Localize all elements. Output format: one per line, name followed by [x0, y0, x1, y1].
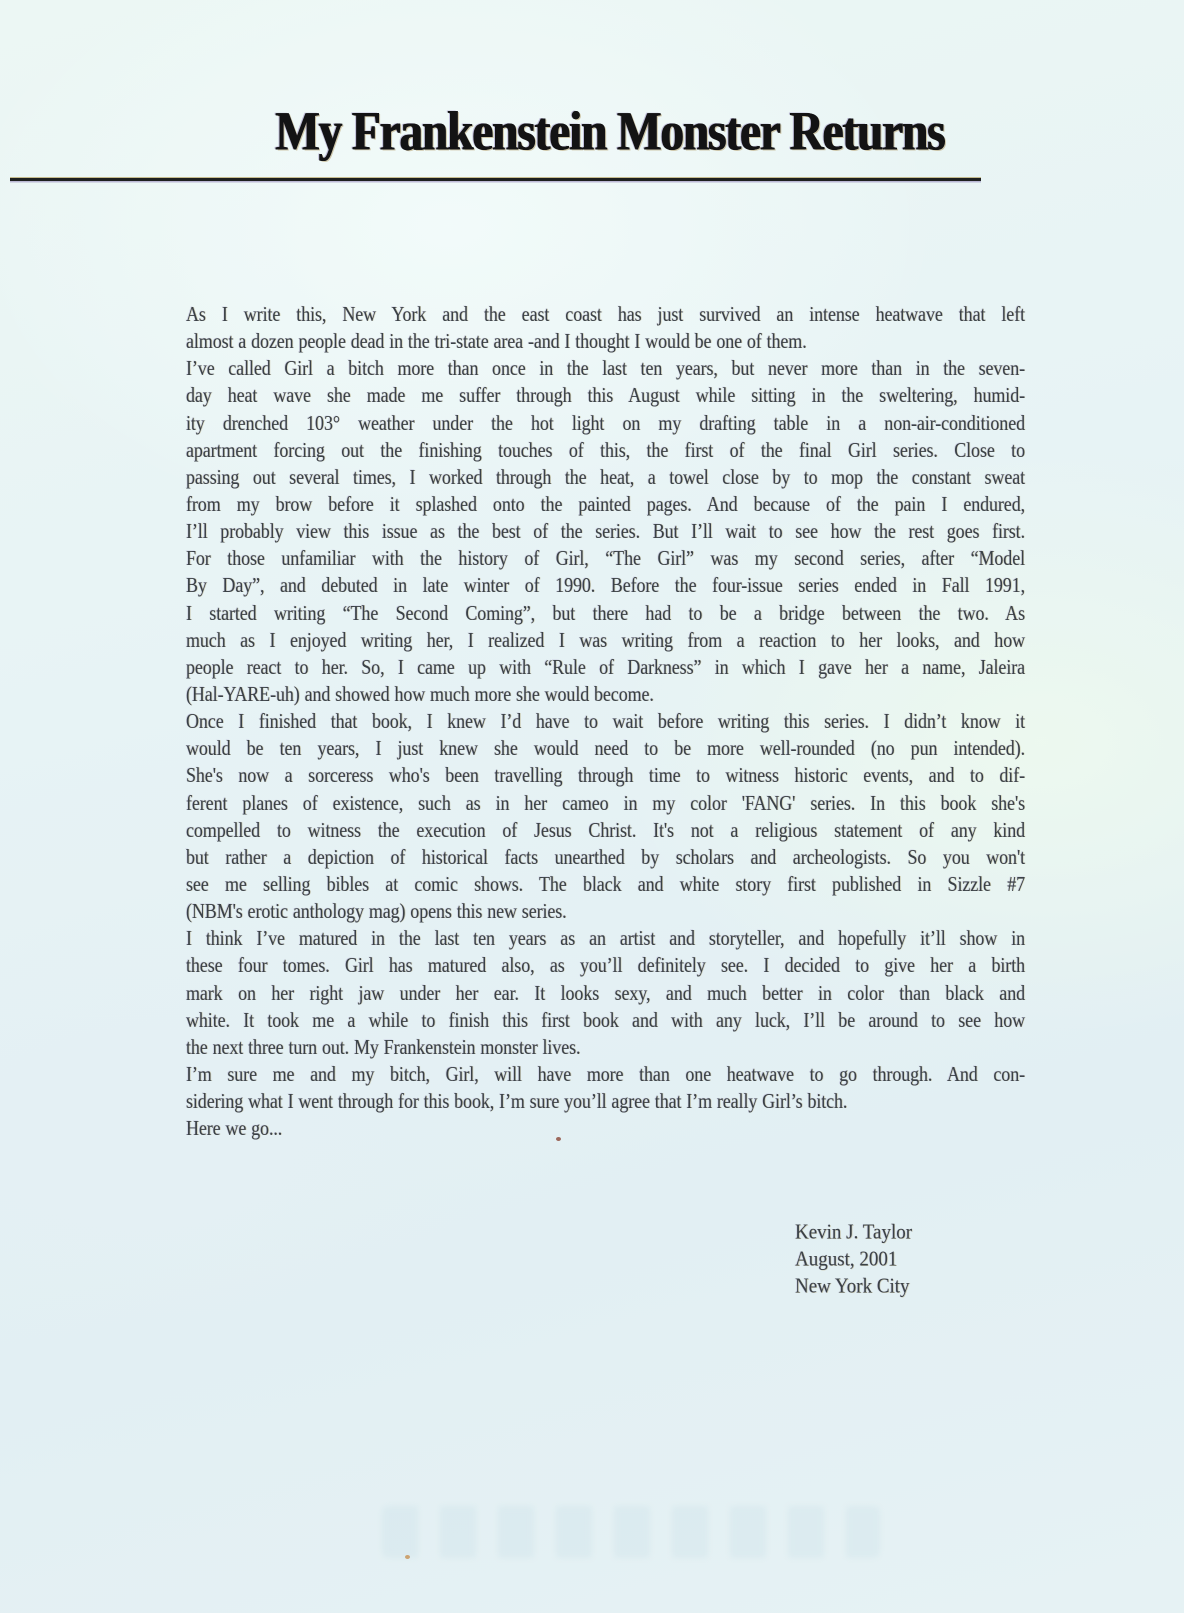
body-line: For those unfamiliar with the history of Girl, “The Girl” was my second series, after “Model [186, 546, 1025, 570]
signature-name: Kevin J. Taylor [795, 1220, 913, 1245]
ink-speck [405, 1555, 410, 1559]
body-line: but rather a depiction of historical facts unearthed by scholars and archeologists. So you won't [186, 845, 1025, 869]
body-line: Here we go... [186, 1116, 283, 1140]
body-line: I think I’ve matured in the last ten years as an artist and storyteller, and hopefully it’ll show in [186, 926, 1025, 950]
body-line: almost a dozen people dead in the tri-state area -and I thought I would be one of them. [186, 329, 807, 353]
signature-date: August, 2001 [795, 1247, 898, 1272]
body-line: from my brow before it splashed onto the painted pages. And because of the pain I endured, [186, 492, 1025, 516]
body-line: I’m sure me and my bitch, Girl, will have more than one heatwave to go through. And con- [186, 1062, 1025, 1086]
body-line: would be ten years, I just knew she would need to be more well-rounded (no pun intended). [186, 736, 1025, 760]
body-line: ferent planes of existence, such as in her cameo in my color 'FANG' series. In this book she's [186, 790, 1025, 814]
title-divider-rule [10, 178, 981, 181]
body-line: apartment forcing out the finishing touches of this, the first of the final Girl series. Close to [186, 438, 1025, 462]
body-line: much as I enjoyed writing her, I realized I was writing from a reaction to her looks, and how [186, 628, 1025, 652]
body-line: sidering what I went through for this book, I’m sure you’ll agree that I’m really Girl’s bitch. [186, 1089, 848, 1113]
body-line: passing out several times, I worked through the heat, a towel close by to mop the constant sweat [186, 465, 1025, 489]
body-line: see me selling bibles at comic shows. The black and white story first published in Sizzle #7 [186, 872, 1025, 896]
body-line: (Hal-YARE-uh) and showed how much more she would become. [186, 682, 654, 706]
body-line: I’ve called Girl a bitch more than once in the last ten years, but never more than in the seven- [186, 356, 1025, 380]
page-header [200, 101, 1020, 163]
signature-place: New York City [795, 1274, 910, 1299]
body-line: compelled to witness the execution of Jesus Christ. It's not a religious statement of any kind [186, 818, 1025, 842]
body-line: the next three turn out. My Frankenstein monster lives. [186, 1035, 581, 1059]
signature-block [795, 1219, 912, 1300]
body-line: She's now a sorceress who's been travelling through time to witness historic events, and to dif- [186, 763, 1025, 787]
body-line: mark on her right jaw under her ear. It looks sexy, and much better in color than black and [186, 980, 1025, 1004]
bleed-through-artifact [382, 1506, 880, 1558]
body-line: (NBM's erotic anthology mag) opens this new series. [186, 899, 567, 923]
body-line: I’ll probably view this issue as the best of the series. But I’ll wait to see how the rest goes first. [186, 519, 1025, 543]
ink-speck [556, 1137, 561, 1141]
body-line: Once I finished that book, I knew I’d have to wait before writing this series. I didn’t know it [186, 709, 1025, 733]
body-line: As I write this, New York and the east coast has just survived an intense heatwave that left [186, 302, 1025, 326]
body-line: ity drenched 103° weather under the hot light on my drafting table in a non-air-conditioned [186, 410, 1025, 434]
page-title: My Frankenstein Monster Returns [275, 101, 945, 163]
body-line: these four tomes. Girl has matured also, as you’ll definitely see. I decided to give her a birth [186, 953, 1025, 977]
body-line: I started writing “The Second Coming”, but there had to be a bridge between the two. As [186, 600, 1025, 624]
body-line: white. It took me a while to finish this first book and with any luck, I’ll be around to see how [186, 1008, 1025, 1032]
body-line: day heat wave she made me suffer through this August while sitting in the sweltering, humid- [186, 383, 1025, 407]
body-text [186, 301, 1025, 1142]
body-line: By Day”, and debuted in late winter of 1990. Before the four-issue series ended in Fall 1991, [186, 573, 1025, 597]
body-line: people react to her. So, I came up with “Rule of Darkness” in which I gave her a name, Jaleira [186, 655, 1025, 679]
